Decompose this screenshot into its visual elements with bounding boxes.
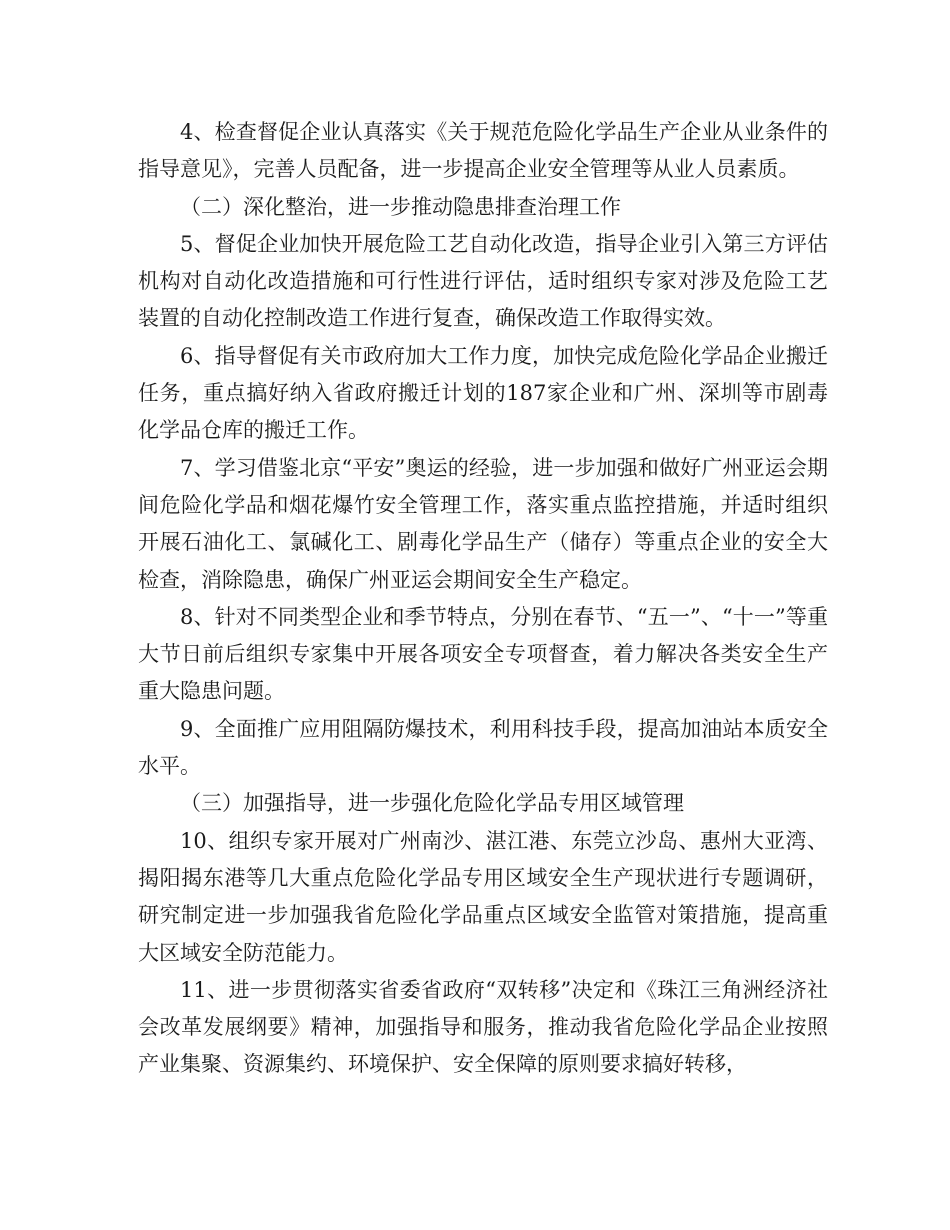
paragraph-item-5: 5、督促企业加快开展危险工艺自动化改造，指导企业引入第三方评估机构对自动化改造措施和可行性进行评估，适时组织专家对涉及危险工艺装置的自动化控制改造工作进行复查，确保改造工作取得实效。 bbox=[138, 231, 828, 331]
section-heading-3: （三）加强指导，进一步强化危险化学品专用区域管理 bbox=[180, 791, 684, 816]
section-heading-2: （二）深化整治，进一步推动隐患排查治理工作 bbox=[180, 194, 621, 219]
paragraph-item-4: 4、检查督促企业认真落实《关于规范危险化学品生产企业从业条件的指导意见》，完善人员配备，进一步提高企业安全管理等从业人员素质。 bbox=[138, 120, 828, 182]
paragraph-item-6: 6、指导督促有关市政府加大工作力度，加快完成危险化学品企业搬迁任务，重点搞好纳入省政府搬迁计划的187家企业和广州、深圳等市剧毒化学品仓库的搬迁工作。 bbox=[138, 343, 828, 443]
paragraph-item-9: 9、全面推广应用阻隔防爆技术，利用科技手段，提高加油站本质安全水平。 bbox=[138, 716, 828, 779]
paragraph-item-7: 7、学习借鉴北京“平安”奥运的经验，进一步加强和做好广州亚运会期间危险化学品和烟花爆竹安全管理工作，落实重点监控措施，并适时组织开展石油化工、氯碱化工、剧毒化学品生产（储存）等重点企业的安全大检查，消除隐患，确保广州亚运会期间安全生产稳定。 bbox=[138, 455, 828, 592]
document-body bbox=[138, 114, 828, 1084]
paragraph-item-10: 10、组织专家开展对广州南沙、湛江港、东莞立沙岛、惠州大亚湾、揭阳揭东港等几大重点危险化学品专用区域安全生产现状进行专题调研，研究制定进一步加强我省危险化学品重点区域安全监管对策措施，提高重大区域安全防范能力。 bbox=[138, 828, 828, 965]
paragraph-item-11: 11、进一步贯彻落实省委省政府“双转移”决定和《珠江三角洲经济社会改革发展纲要》精神，加强指导和服务，推动我省危险化学品企业按照产业集聚、资源集约、环境保护、安全保障的原则要求搞好转移， bbox=[138, 977, 828, 1077]
paragraph-item-8: 8、针对不同类型企业和季节特点，分别在春节、“五一”、“十一”等重大节日前后组织专家集中开展各项安全专项督查，着力解决各类安全生产重大隐患问题。 bbox=[138, 604, 828, 704]
